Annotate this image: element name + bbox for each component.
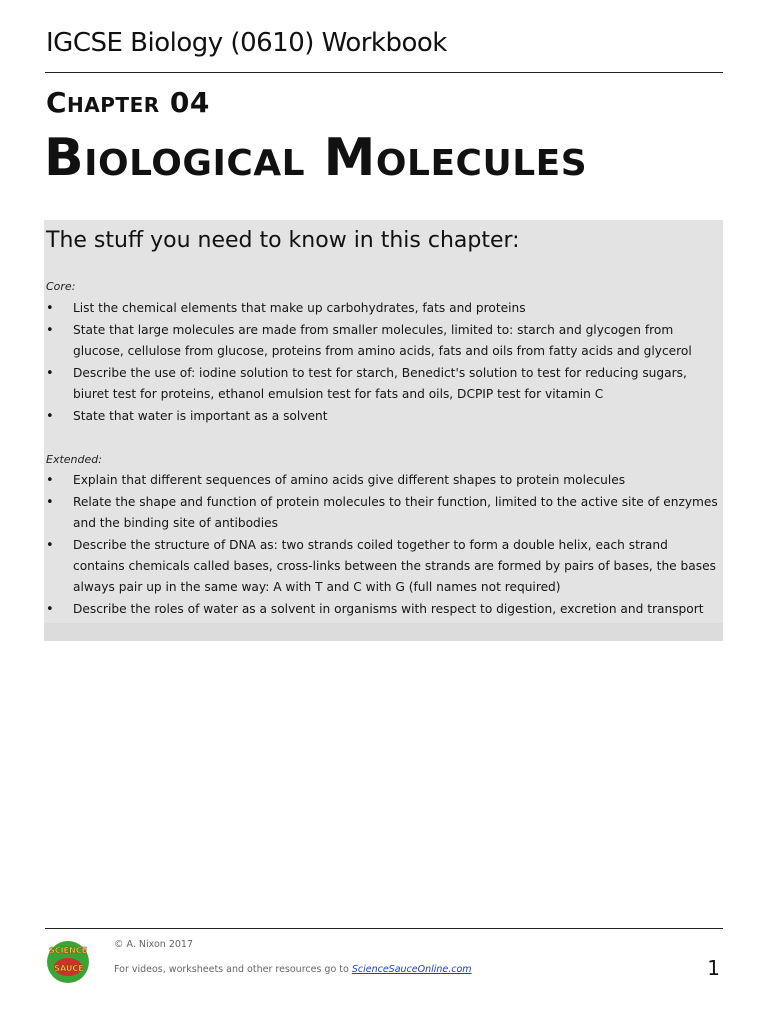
bullet-icon: • [46,473,54,488]
resources-text: For videos, worksheets and other resources go to [114,964,352,975]
list-item [44,470,720,491]
list-item [44,599,720,620]
chapter-number: Chapter 04 [46,86,210,119]
bullet-icon: • [46,301,54,316]
core-label: Core: [46,280,76,293]
bullet-icon: • [46,495,54,510]
box-bottom-strip [44,623,723,641]
list-item [44,406,720,427]
logo-text-bottom: SAUCE [54,964,84,973]
bullet-icon: • [46,538,54,553]
learning-objectives-box [44,220,723,641]
list-item [44,320,720,362]
resources-line [114,964,472,975]
objective-text: Relate the shape and function of protein molecules to their function, limited to the active site of enzymes and the binding site of antibodies [73,495,718,530]
objective-text: Describe the roles of water as a solvent in organisms with respect to digestion, excretion and transport [73,602,704,616]
workbook-title: IGCSE Biology (0610) Workbook [46,28,447,58]
list-item [44,298,720,319]
sciencesauce-link[interactable]: ScienceSauceOnline.com [351,964,472,975]
header-divider [45,72,723,73]
page-number: 1 [707,956,720,980]
objective-text: Explain that different sequences of amino acids give different shapes to protein molecules [73,473,626,487]
science-sauce-logo [44,938,94,984]
objective-text: State that water is important as a solvent [73,409,328,423]
objective-text: Describe the structure of DNA as: two strands coiled together to form a double helix, each strand contains chemicals called bases, cross-links between the strands are formed by pairs of bases, the bases always pair up in the same way: A with T and C with G (full names not required) [73,538,716,594]
extended-objectives-list [44,470,720,621]
copyright-notice: © A. Nixon 2017 [114,939,193,950]
list-item [44,492,720,534]
list-item [44,535,720,598]
chapter-title: Biological Molecules [44,128,588,188]
footer-divider [45,928,723,929]
bullet-icon: • [46,366,54,381]
objectives-heading: The stuff you need to know in this chapter: [46,228,520,253]
bullet-icon: • [46,323,54,338]
bullet-icon: • [46,602,54,617]
list-item [44,363,720,405]
extended-label: Extended: [46,453,102,466]
objective-text: Describe the use of: iodine solution to test for starch, Benedict's solution to test for reducing sugars, biuret test for proteins, ethanol emulsion test for fats and oils, DCPIP test for vitamin C [73,366,687,401]
objective-text: State that large molecules are made from smaller molecules, limited to: starch and glycogen from glucose, cellulose from glucose, proteins from amino acids, fats and oils from fatty acids and glycerol [73,323,692,358]
logo-text-top: SCIENCE [48,946,88,955]
objective-text: List the chemical elements that make up carbohydrates, fats and proteins [73,301,526,315]
bullet-icon: • [46,409,54,424]
core-objectives-list [44,298,720,428]
